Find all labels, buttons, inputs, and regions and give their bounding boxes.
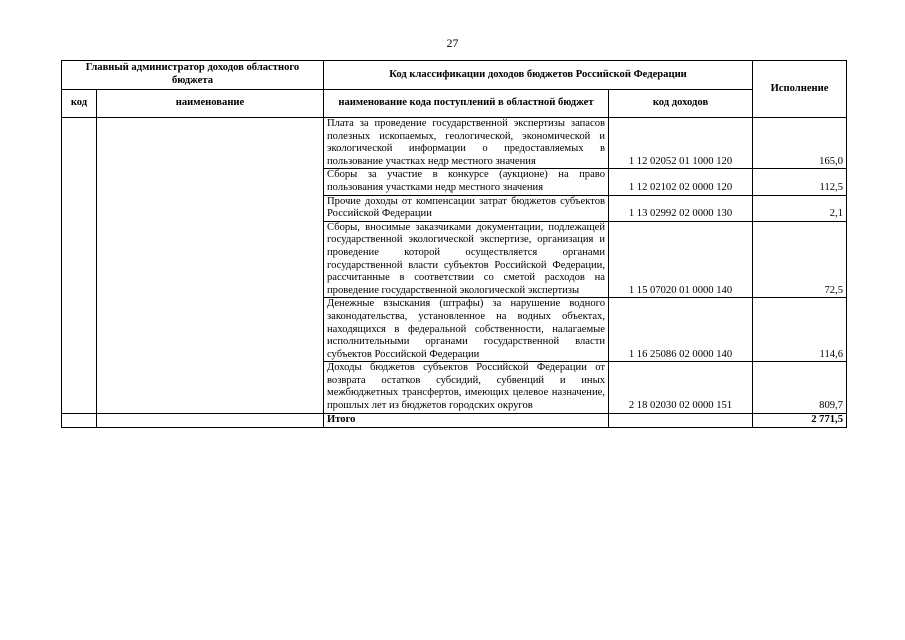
execution-amount: 72,5 <box>753 221 847 298</box>
execution-amount: 2,1 <box>753 195 847 221</box>
header-income-code: код доходов <box>609 90 753 118</box>
table-row <box>62 118 847 169</box>
total-amount: 2 771,5 <box>753 413 847 427</box>
total-blank-name <box>97 413 324 427</box>
header-classification-group: Код классификации доходов бюджетов Российской Федерации <box>324 61 753 90</box>
header-execution: Исполнение <box>753 61 847 118</box>
header-admin-name: наименование <box>97 90 324 118</box>
income-description: Прочие доходы от компенсации затрат бюджетов субъектов Российской Федерации <box>324 195 609 221</box>
execution-amount: 114,6 <box>753 298 847 362</box>
page-number: 27 <box>446 36 459 50</box>
header-row-top <box>62 61 847 90</box>
execution-amount: 165,0 <box>753 118 847 169</box>
income-description: Плата за проведение государственной экспертизы запасов полезных ископаемых, геологической, экономической и экологической информации о предоставляемых в пользование участках недр местного значения <box>324 118 609 169</box>
admin-code-cell <box>62 118 97 414</box>
total-blank-code <box>62 413 97 427</box>
income-description: Доходы бюджетов субъектов Российской Федерации от возврата остатков субсидий, субвенций и иных межбюджетных трансфертов, имеющих целевое назначение, прошлых лет из бюджетов городских округов <box>324 362 609 413</box>
admin-name-cell <box>97 118 324 414</box>
total-row <box>62 413 847 427</box>
income-code: 1 15 07020 01 0000 140 <box>609 221 753 298</box>
income-code: 1 12 02052 01 1000 120 <box>609 118 753 169</box>
revenue-table <box>61 60 847 428</box>
header-income-name: наименование кода поступлений в областной бюджет <box>324 90 609 118</box>
execution-amount: 112,5 <box>753 169 847 195</box>
income-code: 2 18 02030 02 0000 151 <box>609 362 753 413</box>
total-label: Итого <box>324 413 609 427</box>
income-description: Денежные взыскания (штрафы) за нарушение водного законодательства, установленное на водных объектах, находящихся в федеральной собственности, налагаемые исполнительными органами государственной власти субъектов Российской Федерации <box>324 298 609 362</box>
header-admin-group: Главный администратор доходов областного бюджета <box>62 61 324 90</box>
header-admin-code: код <box>62 90 97 118</box>
income-code: 1 16 25086 02 0000 140 <box>609 298 753 362</box>
execution-amount: 809,7 <box>753 362 847 413</box>
total-blank-income-code <box>609 413 753 427</box>
header-row-sub <box>62 90 847 118</box>
income-code: 1 12 02102 02 0000 120 <box>609 169 753 195</box>
income-code: 1 13 02992 02 0000 130 <box>609 195 753 221</box>
income-description: Сборы за участие в конкурсе (аукционе) на право пользования участками недр местного значения <box>324 169 609 195</box>
income-description: Сборы, вносимые заказчиками документации, подлежащей государственной экологической экспертизе, организация и проведение которой осуществляется органами государственной власти субъектов Российской Федерации, рассчитанные в соответствии со сметой расходов на проведение государственной экологической экспертизы <box>324 221 609 298</box>
